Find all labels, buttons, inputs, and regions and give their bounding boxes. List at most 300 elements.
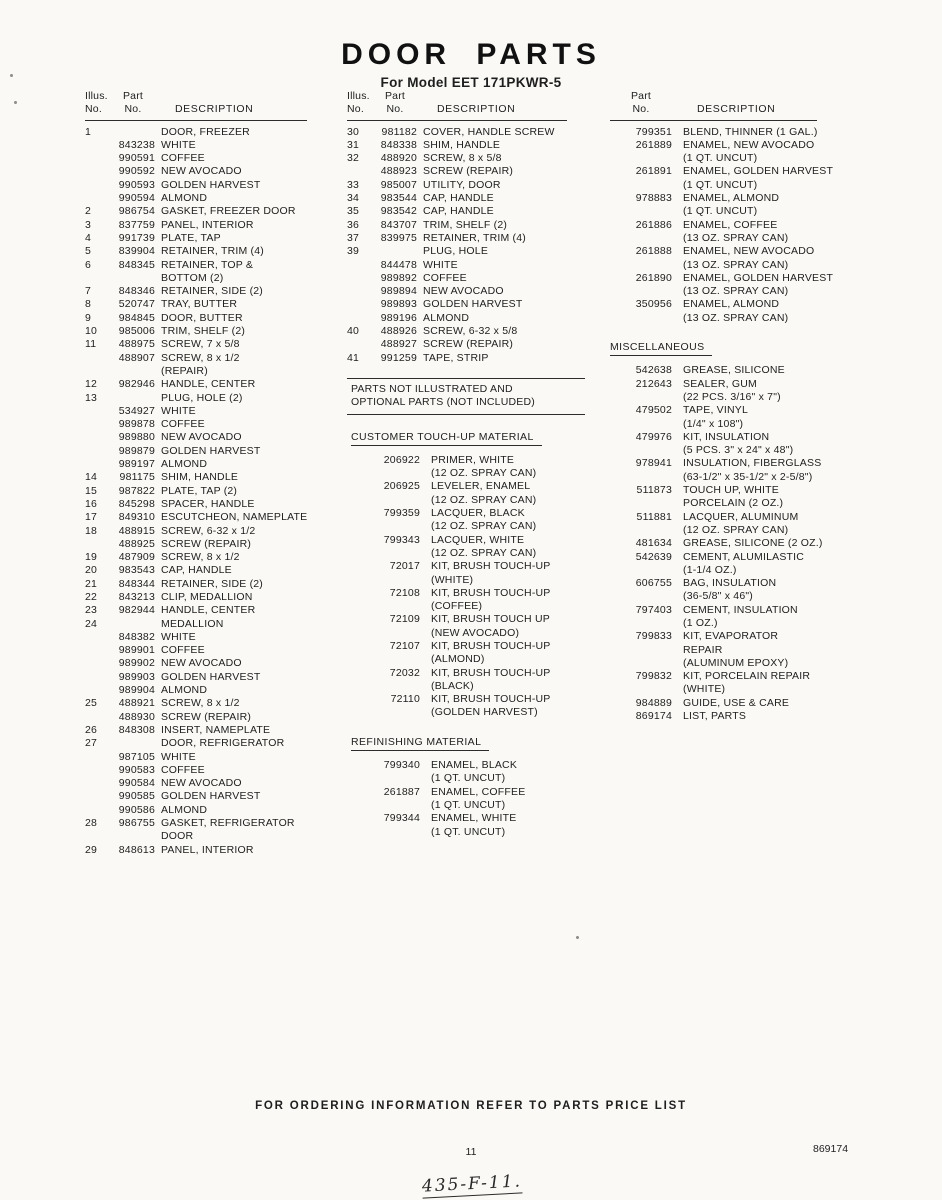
parts-row xyxy=(610,391,862,404)
illus-no xyxy=(85,458,105,471)
parts-row xyxy=(85,751,337,764)
parts-row xyxy=(347,587,597,600)
parts-row xyxy=(85,724,337,737)
illus-no xyxy=(85,711,105,724)
miscellaneous-section-heading xyxy=(610,341,862,356)
parts-row xyxy=(610,192,862,205)
parts-row xyxy=(347,693,597,706)
part-no: 848382 xyxy=(118,630,155,643)
parts-row xyxy=(610,577,862,590)
part-description: (1 QT. UNCUT) xyxy=(431,772,506,785)
part-description: KIT, PORCELAIN REPAIR xyxy=(683,670,811,683)
illus-no: 21 xyxy=(85,577,98,590)
part-description: (12 OZ. SPRAY CAN) xyxy=(431,493,537,506)
part-description: ESCUTCHEON, NAMEPLATE xyxy=(161,511,308,524)
illus-no xyxy=(85,830,105,843)
illus-no xyxy=(85,179,105,192)
parts-row xyxy=(610,471,862,484)
part-no xyxy=(111,830,155,843)
part-description: PLUG, HOLE xyxy=(423,245,489,258)
illus-no: 29 xyxy=(85,843,98,856)
part-no: 848338 xyxy=(380,138,417,151)
illus-no xyxy=(85,431,105,444)
part-no: 843213 xyxy=(118,590,155,603)
illus-no xyxy=(85,139,105,152)
parts-row xyxy=(85,352,337,365)
parts-row xyxy=(85,219,337,232)
parts-row xyxy=(85,525,337,538)
part-no: 982944 xyxy=(118,604,155,617)
parts-row xyxy=(610,179,862,192)
part-no: 989894 xyxy=(380,285,417,298)
parts-row xyxy=(85,631,337,644)
not-illustrated-note xyxy=(347,378,585,415)
parts-row xyxy=(610,404,862,417)
part-description: (12 OZ. SPRAY CAN) xyxy=(431,546,537,559)
part-description: (1/4" x 108") xyxy=(683,417,744,430)
part-description: SCREW (REPAIR) xyxy=(161,710,252,723)
parts-row xyxy=(85,671,337,684)
parts-row xyxy=(610,710,862,723)
part-description: (1 OZ.) xyxy=(683,616,718,629)
parts-row xyxy=(610,484,862,497)
part-no xyxy=(347,600,420,613)
parts-row xyxy=(85,365,337,378)
part-no xyxy=(111,272,155,285)
part-description: SCREW, 6-32 x 5/8 xyxy=(423,325,518,338)
parts-row xyxy=(610,259,862,272)
part-description: (1 QT. UNCUT) xyxy=(683,205,758,218)
parts-row xyxy=(347,454,597,467)
part-no: 984889 xyxy=(635,696,672,709)
illus-no: 7 xyxy=(85,285,92,298)
parts-row xyxy=(85,325,337,338)
part-no: 542639 xyxy=(635,550,672,563)
illus-no: 18 xyxy=(85,524,98,537)
parts-row xyxy=(347,786,597,799)
part-description: COFFEE xyxy=(161,763,205,776)
part-description: COVER, HANDLE SCREW xyxy=(423,125,555,138)
part-no: 488927 xyxy=(380,338,417,351)
part-no xyxy=(111,392,155,405)
part-description: WHITE xyxy=(161,750,196,763)
part-description: GOLDEN HARVEST xyxy=(423,298,523,311)
part-no: 797403 xyxy=(635,603,672,616)
parts-row xyxy=(347,560,597,573)
parts-row xyxy=(85,205,337,218)
part-no: 989904 xyxy=(118,684,155,697)
part-no: 488921 xyxy=(118,697,155,710)
parts-row xyxy=(85,564,337,577)
part-no xyxy=(610,590,672,603)
illus-no xyxy=(347,272,367,285)
parts-row xyxy=(610,604,862,617)
part-description: TRIM, SHELF (2) xyxy=(423,218,508,231)
part-description: DOOR, BUTTER xyxy=(161,311,243,324)
parts-row xyxy=(347,165,597,178)
part-no: 72032 xyxy=(389,666,420,679)
part-no: 989197 xyxy=(118,458,155,471)
part-description: INSULATION, FIBERGLASS xyxy=(683,457,822,470)
part-description: ENAMEL, WHITE xyxy=(431,812,517,825)
part-description: KIT, EVAPORATOR xyxy=(683,630,779,643)
illus-no: 32 xyxy=(347,152,360,165)
illus-no: 12 xyxy=(85,378,98,391)
parts-row xyxy=(610,564,862,577)
illus-no xyxy=(85,405,105,418)
part-no: 990585 xyxy=(118,790,155,803)
parts-row xyxy=(347,653,597,666)
part-no: 488907 xyxy=(118,351,155,364)
parts-row xyxy=(610,245,862,258)
parts-row xyxy=(610,312,862,325)
part-description: SCREW (REPAIR) xyxy=(423,165,514,178)
illus-no: 9 xyxy=(85,311,92,324)
part-no: 799359 xyxy=(383,507,420,520)
part-description: TAPE, VINYL xyxy=(683,404,749,417)
parts-row xyxy=(347,312,597,325)
parts-table-3 xyxy=(610,126,862,325)
part-description: LACQUER, ALUMINUM xyxy=(683,510,799,523)
part-no xyxy=(111,365,155,378)
parts-row xyxy=(610,524,862,537)
part-no: 261888 xyxy=(635,245,672,258)
part-no: 488975 xyxy=(118,338,155,351)
part-description: SCREW, 6-32 x 1/2 xyxy=(161,524,256,537)
part-no: 848346 xyxy=(118,285,155,298)
part-no: 989901 xyxy=(118,644,155,657)
part-description: PLUG, HOLE (2) xyxy=(161,391,243,404)
illus-no: 39 xyxy=(347,245,360,258)
part-no: 481634 xyxy=(635,537,672,550)
parts-row xyxy=(610,444,862,457)
parts-row xyxy=(347,640,597,653)
part-no: 983543 xyxy=(118,564,155,577)
part-description: (63-1/2" x 35-1/2" x 2-5/8") xyxy=(683,470,813,483)
part-no xyxy=(610,312,672,325)
part-description: TRIM, SHELF (2) xyxy=(161,325,246,338)
refinishing-table xyxy=(347,759,597,839)
part-no xyxy=(347,467,420,480)
part-description: (WHITE) xyxy=(683,683,726,696)
header-part-label: Part xyxy=(630,90,652,102)
parts-row xyxy=(610,219,862,232)
parts-row xyxy=(610,272,862,285)
parts-row xyxy=(347,298,597,311)
part-description: (36-5/8" x 46") xyxy=(683,590,753,603)
part-no xyxy=(610,205,672,218)
parts-row xyxy=(347,245,597,258)
part-description: NEW AVOCADO xyxy=(161,657,242,670)
part-description: PANEL, INTERIOR xyxy=(161,843,254,856)
header-part-label: Part xyxy=(384,90,406,102)
part-no: 989892 xyxy=(380,271,417,284)
parts-row xyxy=(85,764,337,777)
part-description: ALMOND xyxy=(161,192,208,205)
part-description: RETAINER, TOP & xyxy=(161,258,254,271)
part-no: 488923 xyxy=(380,165,417,178)
part-no xyxy=(610,471,672,484)
part-no: 488926 xyxy=(380,325,417,338)
part-description: SCREW (REPAIR) xyxy=(423,338,514,351)
part-description: GUIDE, USE & CARE xyxy=(683,696,790,709)
illus-no: 41 xyxy=(347,351,360,364)
parts-row xyxy=(347,547,597,560)
part-no: 542638 xyxy=(635,364,672,377)
parts-row xyxy=(347,467,597,480)
part-description: WHITE xyxy=(423,258,458,271)
part-description: BAG, INSULATION xyxy=(683,577,777,590)
header-spacer xyxy=(423,90,567,103)
part-no: 849310 xyxy=(118,511,155,524)
part-no: 991739 xyxy=(118,231,155,244)
illus-no: 11 xyxy=(85,338,97,351)
part-description: DOOR, REFRIGERATOR xyxy=(161,737,285,750)
part-description: LACQUER, WHITE xyxy=(431,533,525,546)
part-no xyxy=(610,259,672,272)
part-description: SCREW, 7 x 5/8 xyxy=(161,338,240,351)
header-no-label: No. xyxy=(386,103,404,116)
part-no xyxy=(610,524,672,537)
illus-no: 13 xyxy=(85,391,98,404)
part-description: SEALER, GUM xyxy=(683,377,757,390)
illus-no: 10 xyxy=(85,325,98,338)
part-description: ENAMEL, ALMOND xyxy=(683,298,780,311)
part-no xyxy=(610,179,672,192)
parts-row xyxy=(347,613,597,626)
parts-row xyxy=(85,498,337,511)
parts-row xyxy=(610,457,862,470)
part-description: NEW AVOCADO xyxy=(161,777,242,790)
part-description: ENAMEL, NEW AVOCADO xyxy=(683,245,815,258)
part-no: 839904 xyxy=(118,245,155,258)
header-no-label: No. xyxy=(85,103,102,116)
column1-header xyxy=(85,90,307,121)
part-no: 799832 xyxy=(635,670,672,683)
part-description: (22 PCS. 3/16" x 7") xyxy=(683,390,781,403)
illus-no xyxy=(85,790,105,803)
part-description: ENAMEL, COFFEE xyxy=(683,218,778,231)
header-no-label: No. xyxy=(632,103,650,116)
part-description: COFFEE xyxy=(161,644,205,657)
illus-no: 28 xyxy=(85,817,98,830)
part-description: PANEL, INTERIOR xyxy=(161,218,254,231)
part-no: 989880 xyxy=(118,431,155,444)
part-no: 206925 xyxy=(383,480,420,493)
part-no: 261890 xyxy=(635,271,672,284)
parts-row xyxy=(85,152,337,165)
parts-row xyxy=(347,259,597,272)
part-description: KIT, BRUSH TOUCH-UP xyxy=(431,639,551,652)
part-no: 848308 xyxy=(118,723,155,736)
illus-no: 8 xyxy=(85,298,92,311)
parts-row xyxy=(610,683,862,696)
part-description: SHIM, HANDLE xyxy=(423,138,501,151)
part-no xyxy=(347,547,420,560)
part-description: REPAIR xyxy=(683,643,723,656)
part-description: PLATE, TAP (2) xyxy=(161,484,238,497)
parts-row xyxy=(347,706,597,719)
part-description: (GOLDEN HARVEST) xyxy=(431,706,538,719)
part-description: CLIP, MEDALLION xyxy=(161,590,253,603)
part-no: 511881 xyxy=(636,510,672,523)
illus-no: 26 xyxy=(85,723,98,736)
parts-row xyxy=(347,680,597,693)
part-no: 978941 xyxy=(635,457,672,470)
miscellaneous-heading-text: MISCELLANEOUS xyxy=(610,341,712,356)
part-description: MEDALLION xyxy=(161,617,224,630)
part-no xyxy=(610,418,672,431)
illus-no xyxy=(85,764,105,777)
part-no xyxy=(610,683,672,696)
part-no xyxy=(610,657,672,670)
illus-no xyxy=(85,352,105,365)
illus-no xyxy=(85,418,105,431)
illus-no: 36 xyxy=(347,218,360,231)
part-description: SCREW, 8 x 1/2 xyxy=(161,697,240,710)
parts-row xyxy=(85,338,337,351)
illus-no xyxy=(85,538,105,551)
header-no-label: No. xyxy=(347,103,364,116)
parts-row xyxy=(347,152,597,165)
part-no xyxy=(610,152,672,165)
scan-speck xyxy=(14,101,17,104)
note-line: OPTIONAL PARTS (NOT INCLUDED) xyxy=(351,396,535,409)
parts-row xyxy=(85,697,337,710)
part-no: 869174 xyxy=(635,710,672,723)
touchup-table xyxy=(347,454,597,720)
illus-no xyxy=(85,165,105,178)
part-description: PORCELAIN (2 OZ.) xyxy=(683,497,784,510)
illus-no: 35 xyxy=(347,205,360,218)
illus-no xyxy=(85,272,105,285)
touchup-section-heading xyxy=(351,431,597,446)
part-description: (ALUMINUM EPOXY) xyxy=(683,656,789,669)
parts-row xyxy=(347,759,597,772)
part-no: 261891 xyxy=(635,165,672,178)
header-description-label: DESCRIPTION xyxy=(175,103,254,116)
parts-row xyxy=(347,627,597,640)
part-description: DOOR xyxy=(161,830,194,843)
parts-row xyxy=(347,480,597,493)
parts-row xyxy=(347,179,597,192)
illus-no: 34 xyxy=(347,192,360,205)
part-description: GASKET, FREEZER DOOR xyxy=(161,205,296,218)
parts-row xyxy=(85,551,337,564)
part-no: 520747 xyxy=(118,298,155,311)
part-no: 843238 xyxy=(118,138,155,151)
illus-no: 33 xyxy=(347,178,360,191)
parts-row xyxy=(85,126,337,139)
illus-no xyxy=(85,777,105,790)
part-description: KIT, BRUSH TOUCH-UP xyxy=(431,560,551,573)
parts-row xyxy=(85,604,337,617)
part-no: 488925 xyxy=(118,537,155,550)
part-description: SCREW (REPAIR) xyxy=(161,537,252,550)
parts-row xyxy=(610,205,862,218)
part-no xyxy=(347,799,420,812)
column3-header xyxy=(610,90,817,121)
part-no xyxy=(347,680,420,693)
illus-no: 5 xyxy=(85,245,92,258)
parts-row xyxy=(347,812,597,825)
part-description: (13 OZ. SPRAY CAN) xyxy=(683,231,789,244)
part-no: 983542 xyxy=(380,205,417,218)
part-description: RETAINER, SIDE (2) xyxy=(161,285,264,298)
part-no: 985007 xyxy=(380,178,417,191)
part-no xyxy=(347,706,420,719)
illus-no xyxy=(347,285,367,298)
illus-no xyxy=(347,312,367,325)
part-description: WHITE xyxy=(161,138,196,151)
part-no: 983544 xyxy=(380,192,417,205)
part-no xyxy=(347,772,420,785)
part-no: 511873 xyxy=(636,484,672,497)
illus-no: 31 xyxy=(347,138,360,151)
illus-no: 17 xyxy=(85,511,98,524)
part-no xyxy=(347,627,420,640)
part-no: 488930 xyxy=(118,710,155,723)
parts-row xyxy=(347,507,597,520)
parts-row xyxy=(85,538,337,551)
part-description: CAP, HANDLE xyxy=(423,205,494,218)
illus-no: 22 xyxy=(85,590,98,603)
parts-row xyxy=(85,179,337,192)
illus-no: 24 xyxy=(85,617,98,630)
part-no: 990591 xyxy=(118,152,155,165)
part-description: KIT, BRUSH TOUCH-UP xyxy=(431,693,551,706)
document-number: 869174 xyxy=(813,1143,849,1155)
part-no xyxy=(347,494,420,507)
part-description: SHIM, HANDLE xyxy=(161,471,239,484)
illus-no: 25 xyxy=(85,697,98,710)
part-description: ENAMEL, GOLDEN HARVEST xyxy=(683,271,834,284)
part-no: 986754 xyxy=(118,205,155,218)
part-description: PLATE, TAP xyxy=(161,231,221,244)
parts-row xyxy=(85,511,337,524)
part-no: 987822 xyxy=(118,484,155,497)
part-no: 848613 xyxy=(118,843,155,856)
illus-no: 40 xyxy=(347,325,360,338)
refinishing-section-heading xyxy=(351,736,597,751)
part-no xyxy=(347,826,420,839)
scan-speck xyxy=(10,74,13,77)
part-description: TAPE, STRIP xyxy=(423,351,489,364)
part-description: ALMOND xyxy=(161,458,208,471)
part-description: ALMOND xyxy=(161,684,208,697)
part-description: WHITE xyxy=(161,404,196,417)
part-description: GOLDEN HARVEST xyxy=(161,670,261,683)
part-description: (12 OZ. SPRAY CAN) xyxy=(431,467,537,480)
parts-row xyxy=(85,312,337,325)
column2-header xyxy=(347,90,567,121)
part-description: GOLDEN HARVEST xyxy=(161,178,261,191)
illus-no xyxy=(347,259,367,272)
parts-row xyxy=(85,232,337,245)
part-description: (NEW AVOCADO) xyxy=(431,626,520,639)
parts-row xyxy=(347,667,597,680)
parts-row xyxy=(85,777,337,790)
parts-row xyxy=(610,232,862,245)
parts-row xyxy=(85,192,337,205)
part-description: NEW AVOCADO xyxy=(423,285,504,298)
part-no: 981182 xyxy=(381,125,417,138)
part-no: 982946 xyxy=(118,378,155,391)
parts-row xyxy=(610,139,862,152)
parts-row xyxy=(85,844,337,857)
parts-row xyxy=(610,590,862,603)
model-subtitle: For Model EET 171PKWR-5 xyxy=(380,75,562,90)
